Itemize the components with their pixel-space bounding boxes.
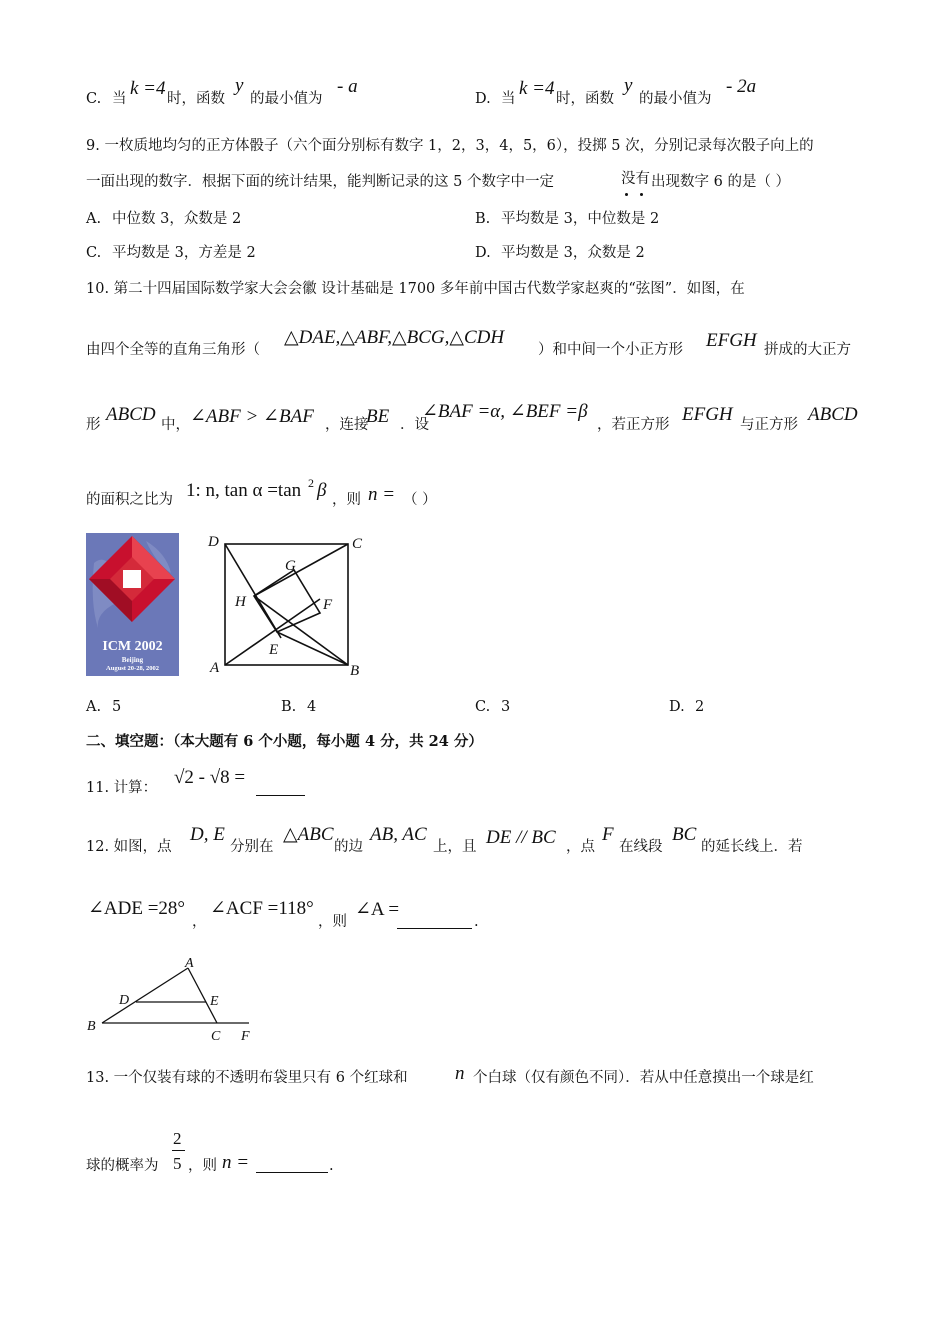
q10-line2a: 由四个全等的直角三角形（ <box>86 342 260 358</box>
q13-line1-math: n <box>455 1063 465 1084</box>
q12-math5: F <box>602 824 614 845</box>
fig-label-c: C <box>352 536 363 552</box>
q12-math6: BC <box>672 824 697 845</box>
q10-line3-m2: ∠ABF > ∠BAF <box>190 406 314 427</box>
q10-option-c-label: C. <box>475 699 491 715</box>
q8-option-c-label: C. <box>86 91 102 107</box>
q8-option-d-text2: 时，函数 <box>556 91 614 107</box>
q12-angle-a: ∠A = <box>355 899 400 920</box>
q12-text7: 的延长线上．若 <box>701 839 803 855</box>
q12-text3: 的边 <box>334 839 363 855</box>
q10-line2-math: △DAE,△ABF,△BCG,△CDH <box>284 327 505 348</box>
fig-label-g: G <box>285 558 296 574</box>
q13-line2b: ，则 <box>188 1158 217 1174</box>
q9-option-c-text: 平均数是 3，方差是 2 <box>112 245 256 261</box>
fig-label-e: E <box>269 642 279 658</box>
q12-fig-label-f: F <box>241 1029 250 1044</box>
q12-text6: 在线段 <box>619 839 663 855</box>
q13-fraction-numerator: 2 <box>173 1129 182 1148</box>
q12-angle-ade: ∠ADE =28° <box>88 898 186 919</box>
q10-option-b-text: 4 <box>307 699 317 715</box>
q12-text2: 分别在 <box>230 839 274 855</box>
q10-option-c-text: 3 <box>501 699 511 715</box>
q9-emphasis-dot-1 <box>625 193 628 196</box>
q10-line2b: ）和中间一个小正方形 <box>538 342 683 358</box>
icm-logo-date: August 20-28, 2002 <box>106 665 159 672</box>
q10-line4-math: 1: n, tan α =tan <box>186 480 302 501</box>
q13-period: . <box>329 1158 334 1174</box>
q13-line2a: 球的概率为 <box>86 1158 159 1174</box>
q10-line4b: ，则 <box>332 492 361 508</box>
q12-text4: 上，且 <box>433 839 477 855</box>
q8-option-d-text3: 的最小值为 <box>639 91 712 107</box>
q8-option-c-math1: k =4 <box>130 78 166 99</box>
q8-option-d-text1: 当 <box>501 91 516 107</box>
q9-option-b-text: 平均数是 3，中位数是 2 <box>501 211 660 227</box>
q12-comma: ， <box>192 914 207 930</box>
q12-math3: AB, AC <box>370 824 427 845</box>
q12-then: ，则 <box>318 914 347 930</box>
q12-answer-blank <box>397 914 472 929</box>
fig-label-b: B <box>350 663 360 679</box>
q10-line4-m3: n = <box>368 484 396 505</box>
q10-line3-m3: BE <box>366 406 390 427</box>
q10-line3-m5: EFGH <box>682 404 733 425</box>
q9-emphasis-text: 没有 <box>621 171 650 187</box>
fig-label-f: F <box>323 597 333 613</box>
q9-option-b-label: B. <box>475 211 491 227</box>
q12-triangle-figure <box>84 955 260 1045</box>
q10-line3c: ，连接 <box>325 417 369 433</box>
q13-line2-math: n = <box>222 1152 250 1173</box>
q13-line1a: 13. 一个仅装有球的不透明布袋里只有 6 个红球和 <box>86 1070 408 1086</box>
q8-option-c-text3: 的最小值为 <box>250 91 323 107</box>
q11-prefix: 11. 计算： <box>86 780 158 796</box>
q12-angle-acf: ∠ACF =118° <box>210 898 314 919</box>
q13-fraction-bar <box>172 1150 185 1151</box>
q12-fig-label-d: D <box>119 993 130 1008</box>
q10-option-d-label: D. <box>669 699 685 715</box>
q10-line2c: 拼成的大正方 <box>764 342 851 358</box>
q10-line3d: ．设 <box>400 417 429 433</box>
q8-option-c-text2: 时，函数 <box>167 91 225 107</box>
q10-line2-math2: EFGH <box>706 330 757 351</box>
q10-line3f: 与正方形 <box>740 417 798 433</box>
q8-option-d-math3: - 2a <box>726 76 757 97</box>
q10-line3e: ，若正方形 <box>597 417 670 433</box>
q12-fig-label-a: A <box>185 956 194 971</box>
q10-line3-m6: ABCD <box>808 404 858 425</box>
q9-line2a: 一面出现的数字．根据下面的统计结果，能判断记录的这 5 个数字中一定 <box>86 174 554 190</box>
q12-period: . <box>474 914 479 930</box>
q10-option-a-text: 5 <box>112 699 122 715</box>
q9-option-d-label: D. <box>475 245 491 261</box>
q10-option-b-label: B. <box>281 699 297 715</box>
q9-option-a-label: A. <box>86 211 102 227</box>
icm-logo-city: Beijing <box>121 656 144 664</box>
q10-line4-sup: 2 <box>308 476 314 490</box>
q13-answer-blank <box>256 1158 328 1173</box>
q9-line2c: 出现数字 6 的是（ ） <box>651 174 791 190</box>
zhao-shuang-figure <box>200 528 375 680</box>
q8-option-d-label: D. <box>475 91 491 107</box>
q10-option-d-text: 2 <box>695 699 705 715</box>
q12-fig-label-e: E <box>210 994 219 1009</box>
q12-fig-label-c: C <box>211 1029 221 1044</box>
q13-line1b: 个白球（仅有颜色不同）．若从中任意摸出一个球是红 <box>473 1070 814 1086</box>
q12-text5: ，点 <box>566 839 595 855</box>
q8-option-c-math3: - a <box>337 76 358 97</box>
fig-label-d: D <box>208 534 219 550</box>
q9-option-c-label: C. <box>86 245 102 261</box>
section-2-title: 二、填空题：（本大题有 6 个小题，每小题 4 分，共 24 分） <box>86 733 483 750</box>
q8-option-d-math1: k =4 <box>519 78 555 99</box>
q10-line3a: 形 <box>86 417 101 433</box>
q9-option-d-text: 平均数是 3，众数是 2 <box>501 245 645 261</box>
icm-2002-logo <box>86 533 179 676</box>
q11-math: √2 - √8 = <box>174 767 246 788</box>
q10-line4-m2: β <box>317 480 327 501</box>
q12-math4: DE // BC <box>486 827 556 848</box>
q8-option-c-math2: y <box>235 75 244 96</box>
q10-line4a: 的面积之比为 <box>86 492 173 508</box>
icm-logo-title: ICM 2002 <box>102 639 163 654</box>
q10-line3b: 中， <box>161 417 190 433</box>
q8-option-c-text1: 当 <box>112 91 127 107</box>
fig-label-a: A <box>210 660 220 676</box>
q12-text1: 12. 如图，点 <box>86 839 172 855</box>
q10-line1: 10. 第二十四届国际数学家大会会徽 设计基础是 1700 多年前中国古代数学家赵爽的“弦图”．如图，在 <box>86 281 745 297</box>
q10-line3-m1: ABCD <box>106 404 156 425</box>
q10-line3-m4: ∠BAF =α, ∠BEF =β <box>422 401 588 422</box>
q12-math1: D, E <box>190 824 225 845</box>
q10-line4c: （ ） <box>403 492 437 508</box>
q9-option-a-text: 中位数 3，众数是 2 <box>112 211 242 227</box>
q11-answer-blank <box>256 781 305 796</box>
q9-line1: 9. 一枚质地均匀的正方体骰子（六个面分别标有数字 1，2，3，4，5，6），投掷 5 次，分别记录每次骰子向上的 <box>86 138 814 154</box>
q9-emphasis-dot-2 <box>640 193 643 196</box>
q10-option-a-label: A. <box>86 699 102 715</box>
fig-label-h: H <box>235 594 246 610</box>
q13-fraction-denominator: 5 <box>173 1154 182 1173</box>
q12-fig-label-b: B <box>87 1019 96 1034</box>
q12-math2: △ABC <box>283 824 334 845</box>
q8-option-d-math2: y <box>624 75 633 96</box>
